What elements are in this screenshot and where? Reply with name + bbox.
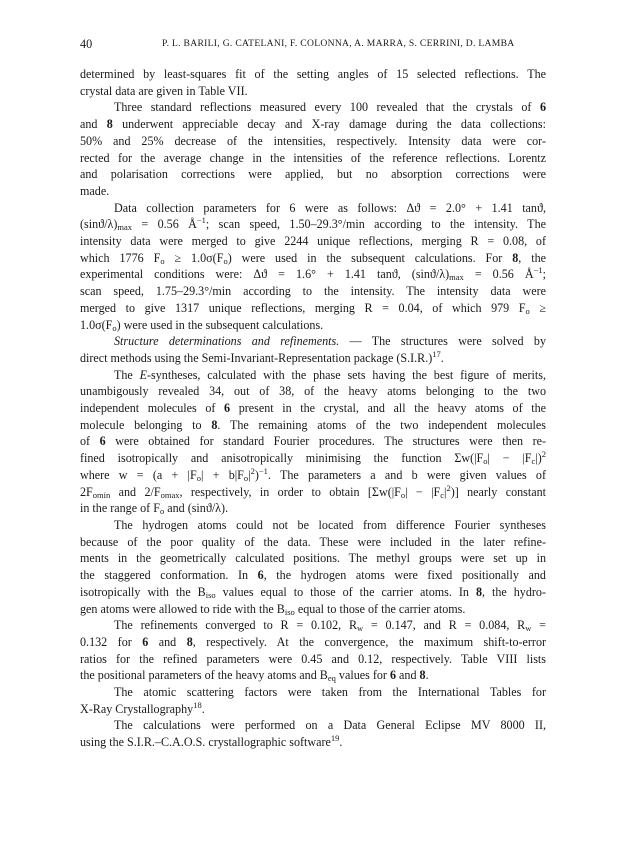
text-line: isotropically with the $B_{iso}$ values equal to those of the carrier atoms. In 8, the hydro- (80, 584, 546, 600)
text-line: The calculations were performed on a Data General Eclipse MV 8000 II, (114, 718, 546, 733)
text-line: of 6 were obtained for standard Fourier procedures. The structures were then re- (80, 434, 546, 449)
text-line: The atomic scattering factors were taken from the International Tables for (114, 685, 546, 700)
text-line: The hydrogen atoms could not be located from difference Fourier syntheses (114, 517, 546, 532)
text-line: merged to give 1317 unique reflections, merging R = 0.04, of which 979 $F_o$ ≥ (80, 300, 546, 316)
text-line: and 8 underwent appreciable decay and X-ray damage during the data collections: (80, 117, 546, 132)
compound-ref: 6 (99, 434, 106, 449)
text-line: direct methods using the Semi-Invariant-Representation package $(S.I.R.)^{17}$. (80, 349, 444, 365)
text-line: intensity data were merged to give 2244 unique reflections, merging R = 0.08, of (80, 234, 546, 249)
compound-ref: 8 (186, 634, 193, 649)
text-line: in the range of $F_o$ and (sinϑ/λ). (80, 501, 229, 517)
text-line: The E-syntheses, calculated with the phase sets having the best figure of merits, (114, 367, 546, 382)
text-line: the staggered conformation. In 6, the hydrogen atoms were fixed positionally and (80, 568, 546, 583)
text-line: fined isotropically and anisotropically minimising the function $\Sigma w(|F_o| - |F_c|)^2$ (80, 450, 546, 467)
reference-marker: 17 (432, 349, 441, 359)
text-line: X-Ray Crystallography$^{18}$. (80, 700, 205, 716)
text-line: ments in the geometrically calculated positions. The methyl groups were set up in (80, 551, 546, 566)
text-line: Three standard reflections measured every 100 revealed that the crystals of 6 (114, 100, 546, 115)
text-line: independent molecules of 6 present in the crystal, and all the heavy atoms of the (80, 401, 546, 416)
compound-ref: 6 (389, 668, 397, 683)
text-line: crystal data are given in Table VII. (80, 83, 248, 98)
compound-ref: 8 (106, 117, 113, 132)
compound-ref: 8 (419, 668, 426, 683)
section-heading: Structure determinations and refinements. (114, 334, 340, 349)
running-header-authors: P. L. BARILI, G. CATELANI, F. COLONNA, A. MARRA, S. CERRINI, D. LAMBA (162, 38, 515, 49)
compound-ref: 6 (257, 568, 264, 583)
page-number: 40 (80, 37, 93, 51)
text-line: the positional parameters of the heavy atoms and $B_{eq}$ values for 6 and 8. (80, 668, 429, 684)
text-line: ratios for the refined parameters were 0.45 and 0.12, respectively. Table VIII lists (80, 651, 546, 666)
text-line: determined by least-squares fit of the setting angles of 15 selected reflections. The (80, 67, 546, 81)
text-line: rected for the average change in the intensities of the reference reflections. Lorentz (80, 150, 546, 165)
text-line: $2F_{omin}$ and $2/F_{omax}$, respectively, in order to obtain $[\Sigma w(|F_o| - |F_c|^2)]$ nearly constant (80, 483, 546, 500)
text-line: 0.132 for 6 and 8, respectively. At the convergence, the maximum shift-to-error (80, 634, 546, 649)
compound-ref: 8 (475, 584, 482, 599)
text-line: $1.0\sigma(F_o)$ were used in the subsequent calculations. (80, 317, 324, 333)
text-line: and polarisation corrections were applied, but no absorption corrections were (80, 167, 546, 182)
article-body (80, 66, 546, 751)
text-line: made. (80, 183, 110, 198)
text-line: which 1776 $F_o \ge 1.0\sigma(F_o)$ were used in the subsequent calculations. For 8, the (80, 250, 546, 266)
text-line: $(\sin ϑ/\lambda)_{max} = 0.56$ $Å^{-1}$; scan speed, 1.50–29.3°/min according to the intensity. The (80, 216, 546, 233)
text-line: Data collection parameters for 6 were as follows: Δϑ = 2.0° + 1.41 tanϑ, (114, 200, 546, 215)
compound-ref: 6 (224, 401, 231, 416)
text-line: molecule belonging to 8. The remaining atoms of the two independent molecules (80, 417, 546, 432)
running-header (80, 37, 546, 53)
text-line: unambigously revealed 34, out of 38, of the heavy atoms belonging to the two (80, 384, 546, 399)
text-line: The refinements converged to R = 0.102, $R_w = 0.147$, and R = 0.084, $R_w$ = (114, 618, 546, 634)
text-line: scan speed, 1.75–29.3°/min according to the intensity. The intensity data were (80, 284, 546, 299)
text-line: using the S.I.R.–C.A.O.S. crystallographic software$^{19}$. (80, 734, 343, 750)
text-line: because of the poor quality of the data. These were included in the later refine- (80, 534, 546, 549)
text-line: 50% and 25% decrease of the intensities, respectively. Intensity data were cor- (80, 133, 546, 148)
compound-ref: 6 (539, 100, 546, 115)
text-line: gen atoms were allowed to ride with the $B_{iso}$ equal to those of the carrier atoms. (80, 601, 466, 617)
reference-marker: 19 (330, 734, 340, 744)
compound-ref: 6 (142, 634, 149, 649)
text-line: experimental conditions were: Δϑ = 1.6° + 1.41 tanϑ, $(\sin ϑ/\lambda)_{max} = 0.56$ $Å^{-1}$; (80, 266, 546, 283)
text-line: Structure determinations and refinements. — The structures were solved by (114, 334, 546, 349)
reference-marker: 18 (193, 700, 202, 710)
text-line: where $w = (a + |F_o| + b|F_o|^2)^{-1}$. The parameters a and b were given values of (80, 466, 546, 483)
compound-ref: 8 (211, 417, 218, 432)
compound-ref: 8 (512, 250, 519, 265)
